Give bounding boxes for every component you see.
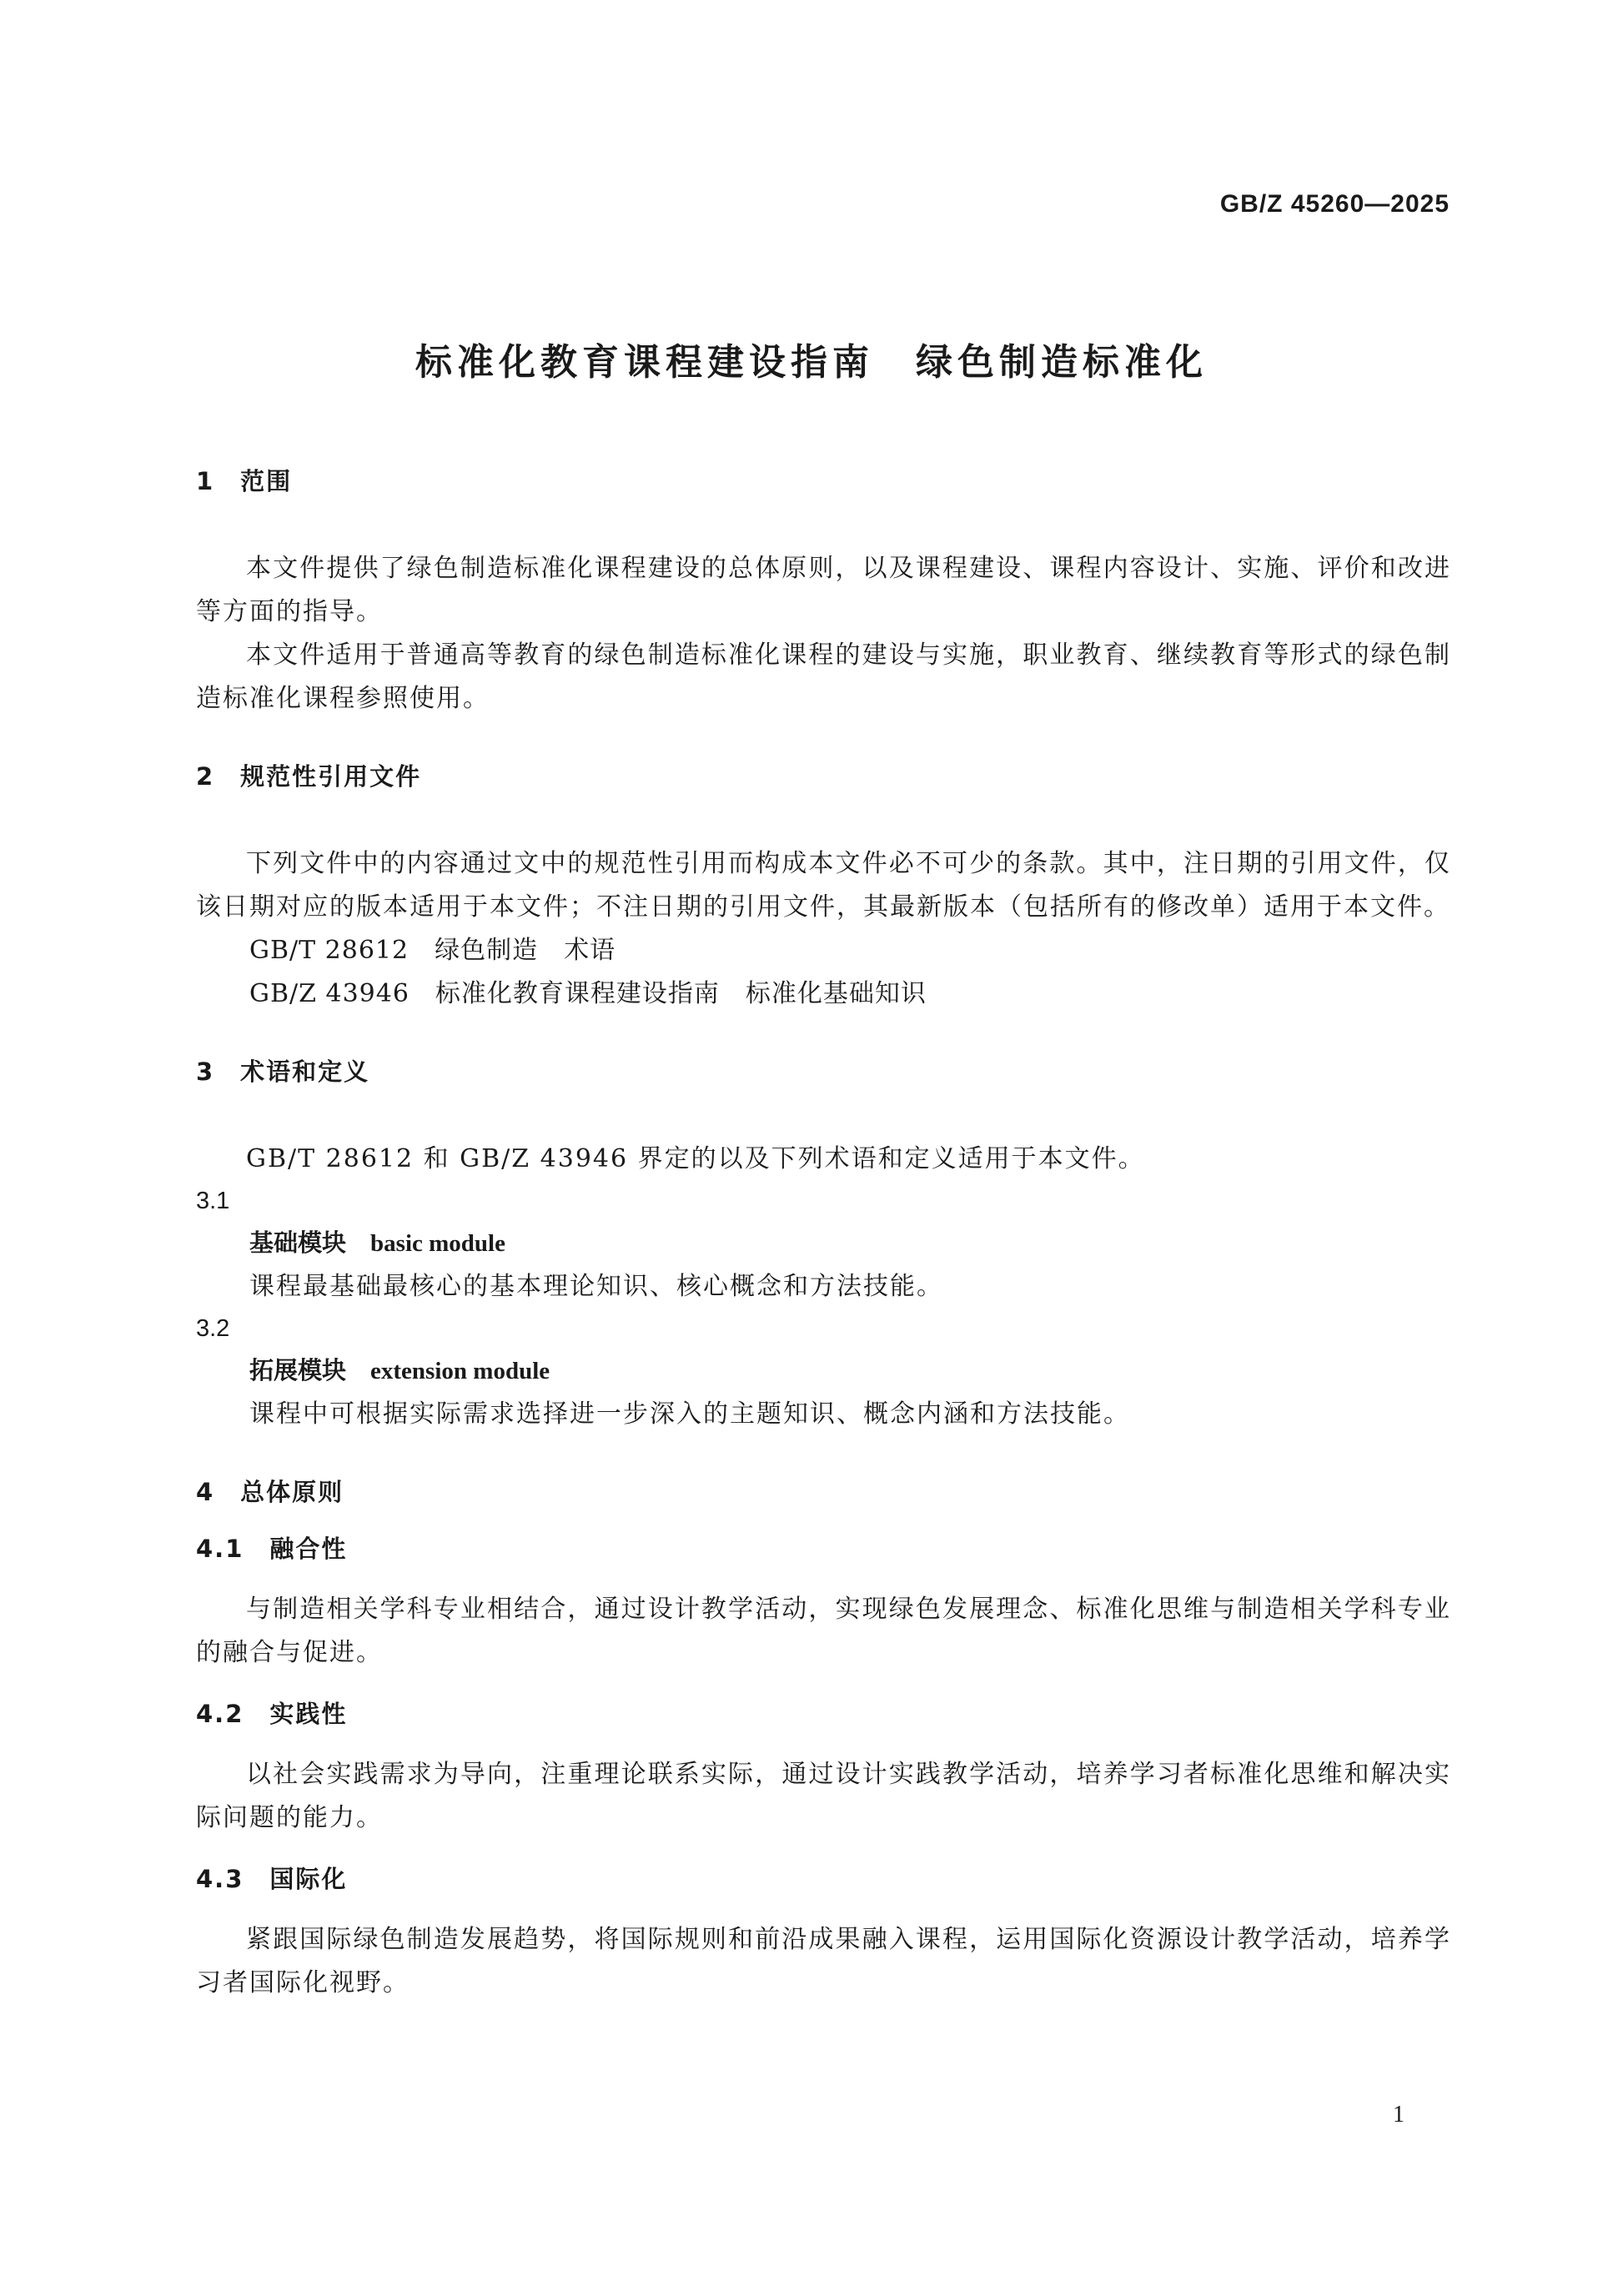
page-number: 1	[1393, 2102, 1404, 2128]
paragraph: GB/T 28612 和 GB/Z 43946 界定的以及下列术语和定义适用于本文件。	[246, 1144, 1145, 1173]
subsection-heading: 4.2 实践性	[196, 1700, 348, 1728]
document-title: 标准化教育课程建设指南 绿色制造标准化	[415, 341, 1208, 384]
document-body	[196, 464, 1451, 2005]
term-entry	[196, 1181, 1451, 1309]
reference-item: GB/Z 43946 标准化教育课程建设指南 标准化基础知识	[249, 979, 927, 1008]
term-zh: 拓展模块	[249, 1356, 347, 1384]
term-heading	[196, 1221, 1451, 1265]
term-zh: 基础模块	[249, 1228, 347, 1257]
paragraph: 紧跟国际绿色制造发展趋势，将国际规则和前沿成果融入课程，运用国际化资源设计教学活动，培养学习者国际化视野。	[196, 1925, 1451, 1997]
standard-code: GB/Z 45260—2025	[1219, 190, 1450, 218]
paragraph: 与制造相关学科专业相结合，通过设计教学活动，实现绿色发展理念、标准化思维与制造相关学科专业的融合与促进。	[196, 1595, 1451, 1667]
section-heading-normative-references: 2 规范性引用文件	[196, 762, 422, 791]
paragraph: 本文件提供了绿色制造标准化课程建设的总体原则，以及课程建设、课程内容设计、实施、评价和改进等方面的指导。	[196, 554, 1451, 626]
term-definition: 课程中可根据实际需求选择进一步深入的主题知识、概念内涵和方法技能。	[249, 1399, 1130, 1429]
section-heading-general-principles: 4 总体原则	[196, 1478, 344, 1506]
reference-item: GB/T 28612 绿色制造 术语	[249, 936, 616, 965]
term-entry	[196, 1309, 1451, 1436]
subsection-heading: 4.1 融合性	[196, 1535, 348, 1563]
term-en: basic module	[370, 1230, 505, 1257]
subsection-heading: 4.3 国际化	[196, 1865, 348, 1893]
section-heading-scope: 1 范围	[196, 467, 293, 495]
term-heading	[196, 1349, 1451, 1393]
paragraph: 本文件适用于普通高等教育的绿色制造标准化课程的建设与实施，职业教育、继续教育等形式的绿色制造标准化课程参照使用。	[196, 641, 1451, 713]
term-definition: 课程最基础最核心的基本理论知识、核心概念和方法技能。	[249, 1272, 943, 1301]
paragraph: 以社会实践需求为导向，注重理论联系实际，通过设计实践教学活动，培养学习者标准化思维和解决实际问题的能力。	[196, 1760, 1451, 1832]
paragraph: 下列文件中的内容通过文中的规范性引用而构成本文件必不可少的条款。其中，注日期的引用文件，仅该日期对应的版本适用于本文件；不注日期的引用文件，其最新版本（包括所有的修改单）适用于本文件。	[196, 849, 1451, 922]
term-en: extension module	[370, 1358, 550, 1384]
section-heading-terms: 3 术语和定义	[196, 1058, 370, 1086]
term-number: 3.1	[196, 1188, 230, 1214]
term-number: 3.2	[196, 1315, 230, 1342]
